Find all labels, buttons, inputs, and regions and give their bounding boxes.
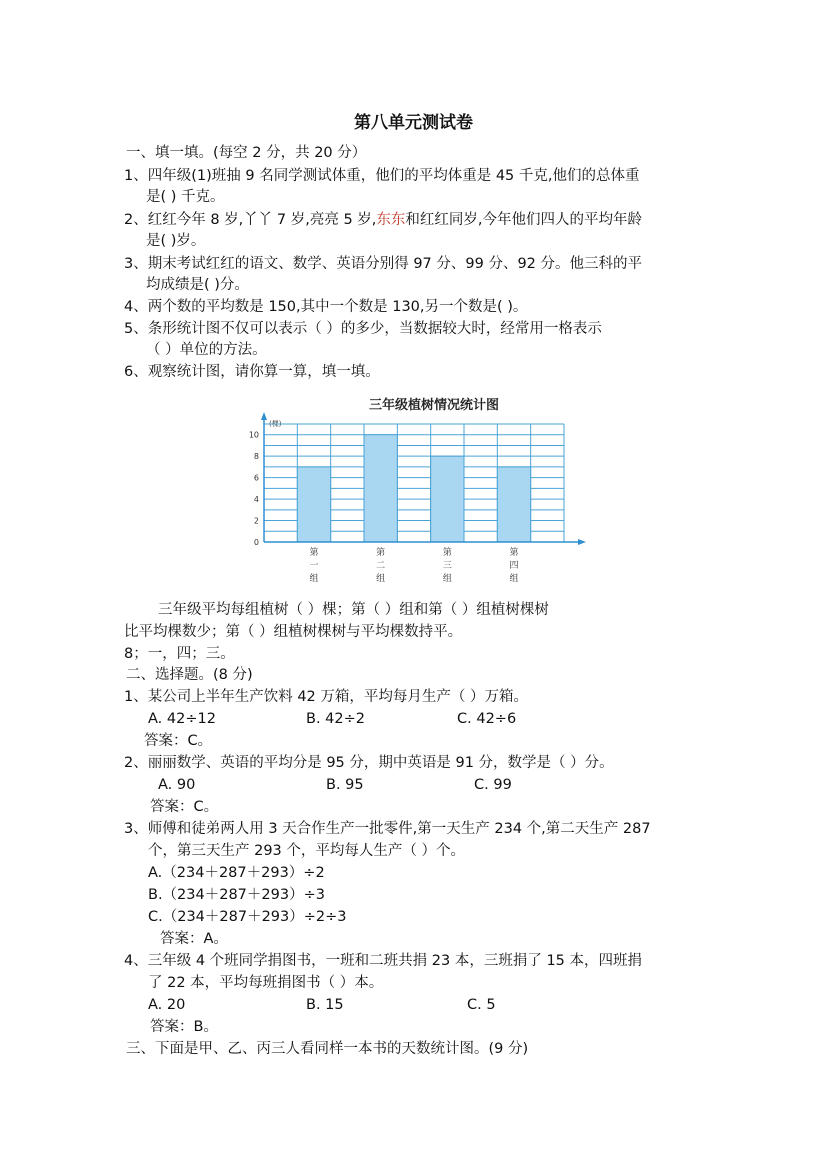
bar-1 bbox=[297, 467, 330, 542]
y-tick-label: 2 bbox=[253, 516, 259, 526]
y-tick-label: 10 bbox=[248, 430, 259, 440]
q2-2-answer: 答案：C。 bbox=[150, 799, 219, 815]
q2-3-line1: 3、师傅和徒弟两人用 3 天合作生产一批零件,第一天生产 234 个,第二天生产 287 bbox=[124, 821, 651, 837]
y-tick-label: 8 bbox=[253, 452, 259, 462]
x-category-label: 第 bbox=[442, 548, 452, 558]
q1-6-fill-line1: 三年级平均每组植树（ ）棵；第（ ）组和第（ ）组植树棵树 bbox=[158, 602, 549, 618]
q2-3-line2: 个，第三天生产 293 个，平均每人生产（ ）个。 bbox=[148, 843, 466, 859]
q2-4-line2: 了 22 本，平均每班捐图书（ ）本。 bbox=[148, 975, 384, 991]
x-category-label: 组 bbox=[376, 574, 386, 584]
q1-3-line1: 3、期末考试红红的语文、数学、英语分别得 97 分、99 分、92 分。他三科的平 bbox=[124, 256, 643, 272]
section-3-header: 三、下面是甲、乙、丙三人看同样一本书的天数统计图。(9 分) bbox=[126, 1041, 529, 1057]
q2-2-option-b: B. 95 bbox=[326, 777, 364, 793]
q2-4-line1: 4、三年级 4 个班同学捐图书，一班和二班共捐 23 本，三班捐了 15 本，四班捐 bbox=[124, 953, 643, 969]
y-tick-label: 6 bbox=[253, 473, 259, 483]
q1-2-highlight: 东东 bbox=[376, 212, 406, 228]
section-1-header: 一、填一填。(每空 2 分，共 20 分） bbox=[126, 145, 367, 161]
section-2-header: 二、选择题。(8 分) bbox=[126, 667, 253, 683]
q2-1: 1、某公司上半年生产饮料 42 万箱，平均每月生产（ ）万箱。 bbox=[124, 689, 529, 705]
q1-1-line2: 是( ) 千克。 bbox=[146, 189, 225, 205]
q1-6-answer: 8；一，四；三。 bbox=[124, 646, 235, 662]
q2-3-option-b: B.（234＋287＋293）÷3 bbox=[148, 887, 325, 903]
page-title: 第八单元测试卷 bbox=[354, 113, 473, 133]
y-unit-label: (棵) bbox=[269, 420, 282, 428]
q2-2-option-a: A. 90 bbox=[158, 777, 196, 793]
q2-4-option-b: B. 15 bbox=[306, 997, 344, 1013]
q2-3-answer: 答案：A。 bbox=[160, 931, 228, 947]
q1-2-text-end: 和红红同岁,今年他们四人的平均年龄 bbox=[405, 212, 642, 228]
q2-1-answer: 答案：C。 bbox=[144, 733, 213, 749]
q1-1-line1: 1、四年级(1)班抽 9 名同学测试体重，他们的平均体重是 45 千克,他们的总体重 bbox=[124, 168, 640, 184]
q1-6: 6、观察统计图，请你算一算，填一填。 bbox=[124, 364, 380, 380]
q2-4-option-c: C. 5 bbox=[467, 997, 496, 1013]
planting-bar-chart bbox=[238, 388, 588, 588]
x-category-label: 四 bbox=[509, 561, 519, 571]
q2-1-option-a: A. 42÷12 bbox=[148, 711, 216, 727]
q1-2-line2: 是( )岁。 bbox=[146, 233, 206, 249]
q2-2-option-c: C. 99 bbox=[474, 777, 512, 793]
chart-title: 三年级植树情况统计图 bbox=[368, 398, 500, 413]
y-axis-arrow bbox=[261, 412, 267, 420]
x-category-label: 第 bbox=[376, 548, 386, 558]
x-category-label: 组 bbox=[442, 574, 452, 584]
x-category-label: 二 bbox=[376, 561, 386, 571]
q1-2-line1 bbox=[124, 210, 642, 230]
y-tick-label: 4 bbox=[253, 495, 259, 505]
q1-2-text-start: 2、红红今年 8 岁,丫丫 7 岁,亮亮 5 岁, bbox=[124, 212, 377, 228]
bar-4 bbox=[497, 467, 530, 542]
x-category-label: 三 bbox=[442, 561, 452, 571]
x-category-label: 一 bbox=[309, 561, 319, 571]
q2-4-option-a: A. 20 bbox=[148, 997, 186, 1013]
q1-4: 4、两个数的平均数是 150,其中一个数是 130,另一个数是( )。 bbox=[124, 299, 528, 315]
q1-5-line1: 5、条形统计图不仅可以表示（ ）的多少，当数据较大时，经常用一格表示 bbox=[124, 321, 602, 337]
x-category-label: 组 bbox=[309, 574, 319, 584]
q2-3-option-a: A.（234＋287＋293）÷2 bbox=[148, 865, 325, 881]
q2-1-option-c: C. 42÷6 bbox=[457, 711, 517, 727]
y-tick-label: 0 bbox=[253, 538, 259, 547]
bar-3 bbox=[431, 456, 464, 542]
x-category-label: 组 bbox=[509, 574, 519, 584]
q2-3-option-c: C.（234＋287＋293）÷2÷3 bbox=[148, 909, 347, 925]
q1-6-fill-line2: 比平均棵数少；第（ ）组植树棵树与平均棵数持平。 bbox=[124, 624, 463, 640]
q1-5-line2: （ ）单位的方法。 bbox=[146, 342, 267, 358]
x-category-label: 第 bbox=[309, 548, 319, 558]
x-category-label: 第 bbox=[509, 548, 519, 558]
q2-1-option-b: B. 42÷2 bbox=[306, 711, 365, 727]
q1-3-line2: 均成绩是( )分。 bbox=[146, 277, 249, 293]
x-axis-arrow bbox=[578, 539, 586, 545]
bar-2 bbox=[364, 435, 397, 542]
q2-4-answer: 答案：B。 bbox=[150, 1019, 218, 1035]
q2-2: 2、丽丽数学、英语的平均分是 95 分，期中英语是 91 分，数学是（ ）分。 bbox=[124, 755, 614, 771]
